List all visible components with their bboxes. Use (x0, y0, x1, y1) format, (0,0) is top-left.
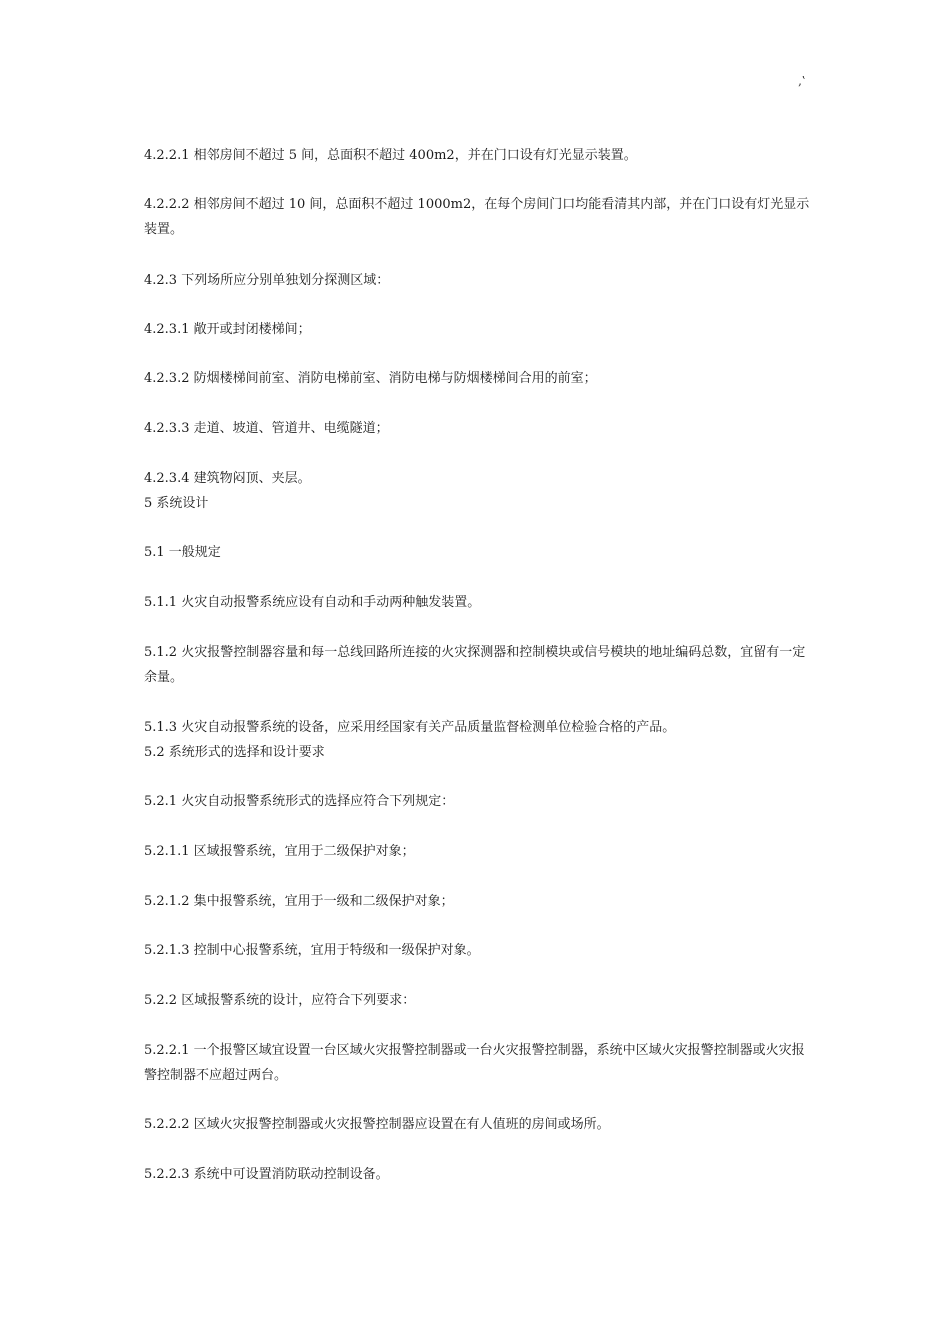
clause-4-2-3: 4.2.3 下列场所应分别单独划分探测区域： (144, 273, 390, 288)
page-header-mark: ‚‛ (798, 74, 806, 88)
clause-5-2-2: 5.2.2 区域报警系统的设计，应符合下列要求： (144, 993, 416, 1008)
clause-5-2-1-1: 5.2.1.1 区域报警系统，宜用于二级保护对象； (144, 844, 415, 859)
clause-5-2-2-1: 5.2.2.1 一个报警区域宜设置一台区域火灾报警控制器或一台火灾报警控制器，系统中区域火灾报警控制器或火灾报警控制器不应超过两台。 (144, 1043, 805, 1083)
clause-5-2-1-2: 5.2.1.2 集中报警系统，宜用于一级和二级保护对象； (144, 894, 454, 909)
section-heading-5-1: 5.1 一般规定 (144, 545, 221, 560)
clause-5-1-2: 5.1.2 火灾报警控制器容量和每一总线回路所连接的火灾探测器和控制模块或信号模块的地址编码总数，宜留有一定余量。 (144, 645, 806, 685)
clause-5-2-2-2: 5.2.2.2 区域火灾报警控制器或火灾报警控制器应设置在有人值班的房间或场所。 (144, 1117, 610, 1132)
clause-4-2-3-4: 4.2.3.4 建筑物闷顶、夹层。 (144, 471, 311, 486)
clause-5-1-3: 5.1.3 火灾自动报警系统的设备，应采用经国家有关产品质量监督检测单位检验合格的产品。 (144, 720, 676, 735)
clause-5-2-1: 5.2.1 火灾自动报警系统形式的选择应符合下列规定： (144, 794, 455, 809)
clause-4-2-2-2: 4.2.2.2 相邻房间不超过 10 间，总面积不超过 1000m2，在每个房间门口均能看清其内部，并在门口设有灯光显示装置。 (144, 197, 810, 237)
clause-4-2-2-1: 4.2.2.1 相邻房间不超过 5 间，总面积不超过 400m2，并在门口设有灯光显示装置。 (144, 148, 637, 163)
clause-5-1-1: 5.1.1 火灾自动报警系统应设有自动和手动两种触发装置。 (144, 595, 481, 610)
clause-5-2-2-3: 5.2.2.3 系统中可设置消防联动控制设备。 (144, 1167, 389, 1182)
section-heading-5-2: 5.2 系统形式的选择和设计要求 (144, 745, 325, 760)
clause-5-2-1-3: 5.2.1.3 控制中心报警系统，宜用于特级和一级保护对象。 (144, 943, 480, 958)
clause-4-2-3-3: 4.2.3.3 走道、坡道、管道井、电缆隧道； (144, 421, 389, 436)
clause-4-2-3-2: 4.2.3.2 防烟楼梯间前室、消防电梯前室、消防电梯与防烟楼梯间合用的前室； (144, 371, 597, 386)
section-heading-5: 5 系统设计 (144, 496, 209, 511)
clause-4-2-3-1: 4.2.3.1 敞开或封闭楼梯间； (144, 322, 311, 337)
